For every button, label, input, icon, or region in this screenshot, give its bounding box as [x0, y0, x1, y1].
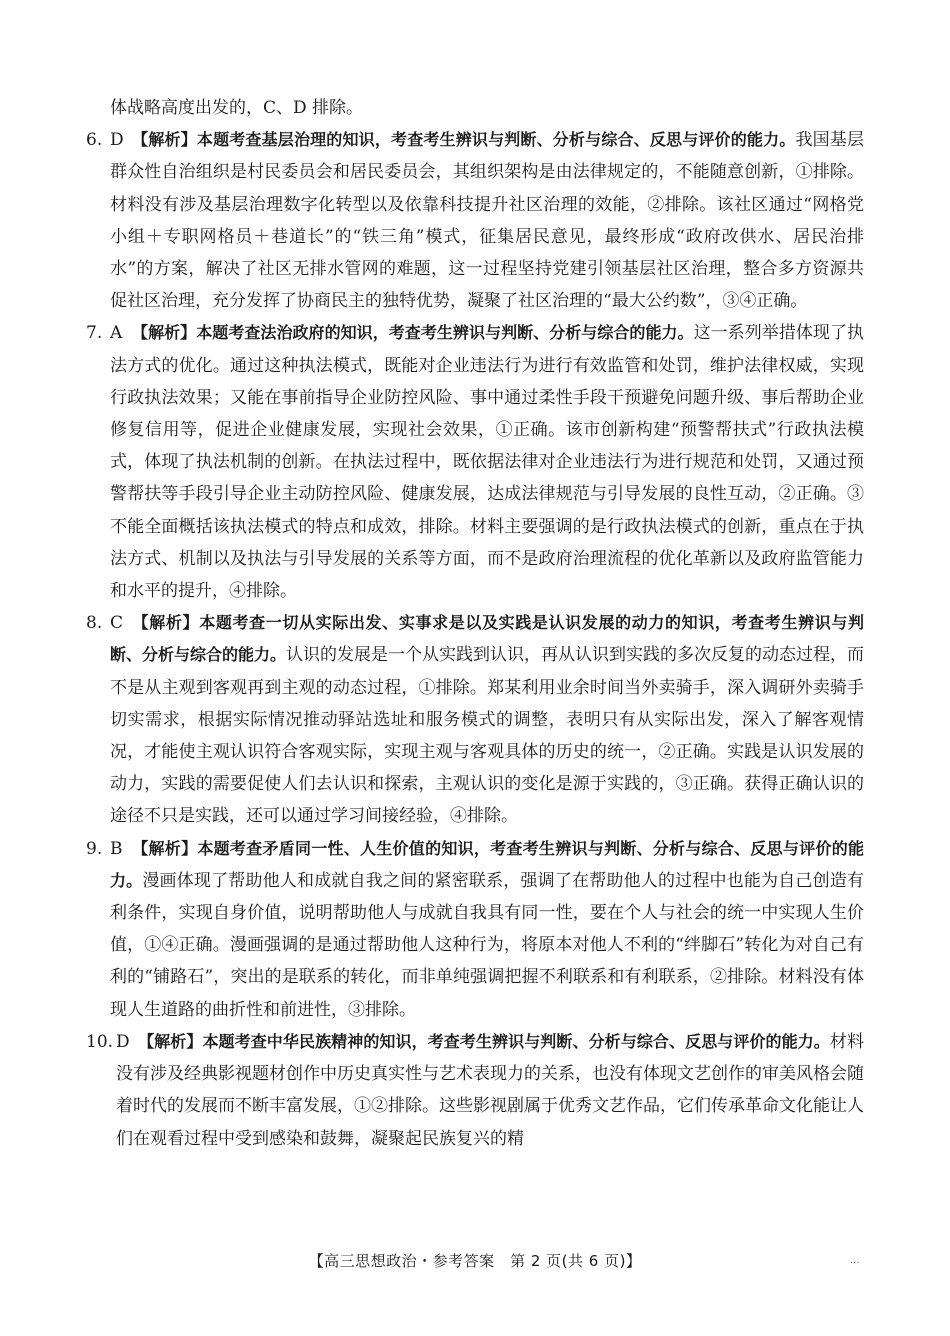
analysis-lead: 本题考查一切从实际出发、实事求是以及实践是认识发展的动力的知识，考查考生辨识与判断、分析与综合的能力。 — [110, 613, 864, 665]
analysis-body: 这一系列举措体现了执法方式的优化。通过这种执法模式，既能对企业违法行为进行有效监管和处罚，维护法律权威，实现行政执法效果；又能在事前指导企业防控风险、事中通过柔性手段干预避免问题升级、事后帮助企业修复信用等，促进企业健康发展，实现社会效果，①正确。该市创新构建“预警帮扶式”行政执法模式，体现了执法机制的创新。在执法过程中，既依据法律对企业违法行为进行规范和处罚，又通过预警帮扶等手段引导企业主动防控风险、健康发展，达成法律规范与引导发展的良性互动，②正确。③不能全面概括该执法模式的特点和成效，排除。材料主要强调的是行政执法模式的创新，重点在于执法方式、机制以及执法与引导发展的关系等方面，而不是政府治理流程的优化革新以及政府监管能力和水平的提升，④排除。 — [110, 323, 864, 602]
analysis-body: 材料没有涉及经典影视题材创作中历史真实性与艺术表现力的关系，也没有体现文艺创作的审美风格会随着时代的发展而不断丰富发展，①②排除。这些影视剧属于优秀文艺作品，它们传承革命文化能让人们在观看过程中受到感染和鼓舞，凝聚起民族复兴的精 — [116, 1031, 864, 1149]
analysis-tag: 【解析】 — [138, 1031, 203, 1051]
analysis-lead: 本题考查中华民族精神的知识，考查考生辨识与判断、分析与综合、反思与评价的能力。 — [202, 1031, 830, 1051]
answer-letter: B — [110, 838, 123, 859]
analysis-lead: 本题考查基层治理的知识，考查考生辨识与判断、分析与综合、反思与评价的能力。 — [196, 130, 796, 150]
answer-item-6 — [86, 124, 864, 317]
analysis-tag: 【解析】 — [132, 613, 200, 633]
answer-letter: D — [110, 130, 124, 151]
answer-letter: A — [110, 323, 123, 344]
question-number: 7. — [86, 323, 103, 344]
analysis-tag: 【解析】 — [132, 323, 197, 343]
analysis-tag: 【解析】 — [132, 838, 198, 858]
question-number: 8. — [86, 613, 103, 634]
analysis-lead: 本题考查法治政府的知识，考查考生辨识与判断、分析与综合的能力。 — [196, 323, 694, 343]
analysis-body: 认识的发展是一个从实践到认识，再从认识到实践的多次反复的动态过程，而不是从主观到客观再到主观的动态过程，①排除。郑某利用业余时间当外卖骑手，深入调研外卖骑手切实需求，根据实际情况推动驿站选址和服务模式的调整，表明只有从实际出发，深入了解客观情况，才能使主观认识符合客观实际，实现主观与客观具体的历史的统一，②正确。实践是认识发展的动力，实践的需要促使人们去认识和探索，主观认识的变化是源于实践的，③正确。获得正确认识的途径不只是实践，还可以通过学习间接经验，④排除。 — [110, 645, 865, 827]
previous-answer-tail: 体战略高度出发的，C、D 排除。 — [110, 98, 364, 118]
answer-item-10 — [86, 1026, 864, 1155]
answer-content — [86, 92, 864, 1155]
analysis-body: 漫画体现了帮助他人和成就自我之间的紧密联系，强调了在帮助他人的过程中也能为自己创造有利条件，实现自身价值，说明帮助他人与成就自我具有同一性，要在个人与社会的统一中实现人生价值，①④正确。漫画强调的是通过帮助他人这种行为，将原本对他人不利的“绊脚石”转化为对自己有利的“铺路石”，突出的是联系的转化，而非单纯强调把握不利联系和有利联系，②排除。材料没有体现人生道路的曲折性和前进性，③排除。 — [110, 870, 864, 1020]
analysis-body: 我国基层群众性自治组织是村民委员会和居民委员会，其组织架构是由法律规定的，不能随意创新，①排除。材料没有涉及基层治理数字化转型以及依靠科技提升社区治理的效能，②排除。该社区通过“网格党小组＋专职网格员＋巷道长”的“铁三角”模式，征集居民意见，最终形成“政府改供水、居民治排水”的方案，解决了社区无排水管网的难题，这一过程坚持党建引领基层社区治理，整合多方资源共促社区治理，充分发挥了协商民主的独特优势，凝聚了社区治理的“最大公约数”，③④正确。 — [110, 130, 864, 312]
answer-item-9 — [86, 833, 864, 1026]
answer-item-8 — [86, 607, 864, 832]
answer-letter: D — [116, 1031, 130, 1052]
corner-mark: ... — [850, 1255, 860, 1266]
question-number: 10. — [86, 1031, 114, 1052]
answer-letter: C — [110, 613, 124, 634]
question-number: 9. — [86, 838, 103, 859]
question-number: 6. — [86, 130, 103, 151]
page-footer: 【高三思想政治・参考答案 第 2 页(共 6 页)】 — [308, 1252, 642, 1270]
analysis-tag: 【解析】 — [132, 130, 197, 150]
answer-item-7 — [86, 317, 864, 607]
analysis-lead: 本题考查矛盾同一性、人生价值的知识，考查考生辨识与判断、分析与综合、反思与评价的能力。 — [110, 838, 864, 890]
